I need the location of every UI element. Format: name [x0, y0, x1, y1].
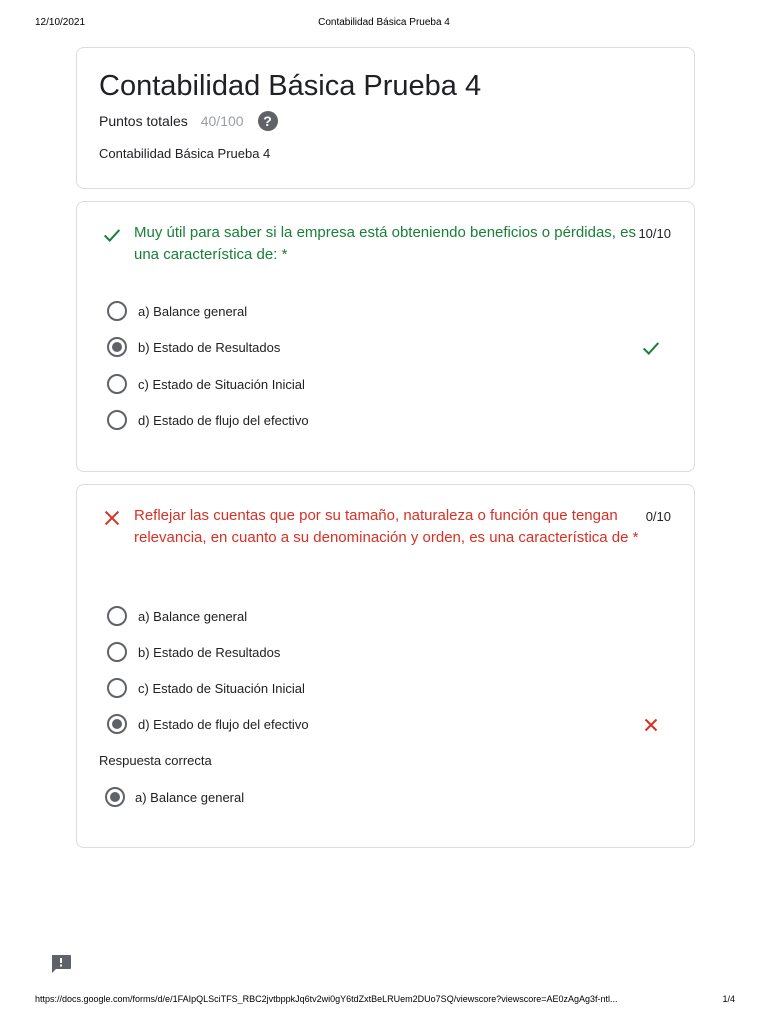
option-label: b) Estado de Resultados — [138, 339, 281, 355]
correct-answer-option — [105, 787, 244, 807]
radio-button[interactable] — [107, 301, 127, 321]
total-points-label: Puntos totales — [99, 113, 188, 129]
help-icon[interactable]: ? — [258, 111, 278, 131]
cross-icon — [101, 507, 123, 529]
radio-button-selected[interactable] — [107, 337, 127, 357]
radio-button[interactable] — [107, 642, 127, 662]
option-label: a) Balance general — [138, 608, 248, 624]
option-label: a) Balance general — [135, 789, 245, 805]
page-number: 1/4 — [722, 994, 735, 1004]
question-text: Muy útil para saber si la empresa está obteniendo beneficios o pérdidas, es una característica de: * — [134, 224, 636, 263]
question-card — [76, 201, 695, 472]
option-label: b) Estado de Resultados — [138, 644, 281, 660]
option-label: c) Estado de Situación Inicial — [138, 376, 305, 392]
answer-option[interactable] — [107, 642, 280, 662]
option-label: a) Balance general — [138, 303, 248, 319]
answer-option[interactable] — [107, 678, 305, 698]
option-label: d) Estado de flujo del efectivo — [138, 716, 309, 732]
option-label: d) Estado de flujo del efectivo — [138, 412, 309, 428]
check-icon — [101, 224, 123, 246]
form-title: Contabilidad Básica Prueba 4 — [99, 70, 482, 102]
correct-answer-heading: Respuesta correcta — [99, 753, 212, 768]
print-footer — [0, 994, 768, 1008]
radio-button[interactable] — [107, 410, 127, 430]
question-score: 10/10 — [638, 226, 671, 241]
answer-option[interactable] — [107, 337, 280, 357]
radio-button-selected[interactable] — [107, 714, 127, 734]
print-url: https://docs.google.com/forms/d/e/1FAIpQLSciTFS_RBC2jvtbppkJq6tv2wi0gY6tdZxtBeLRUem2DUo7SQ/viewscore?viewscore=AE0zAgAg3f-ntl... — [35, 994, 618, 1004]
print-date: 12/10/2021 — [35, 17, 86, 28]
total-points-row — [99, 110, 278, 132]
question-text: Reflejar las cuentas que por su tamaño, naturaleza o función que tengan relevancia, en cuanto a su denominación y orden, es una característica de * — [134, 507, 639, 546]
question-score: 0/10 — [645, 509, 671, 524]
check-icon — [640, 337, 662, 359]
form-description: Contabilidad Básica Prueba 4 — [99, 146, 271, 161]
question-card — [76, 484, 695, 848]
answer-option[interactable] — [107, 410, 309, 430]
total-points-value: 40/100 — [200, 113, 244, 129]
answer-option[interactable] — [107, 374, 305, 394]
radio-button-selected — [105, 787, 125, 807]
print-document-title: Contabilidad Básica Prueba 4 — [318, 17, 450, 28]
answer-option[interactable] — [107, 301, 247, 321]
radio-button[interactable] — [107, 678, 127, 698]
form-header-card — [76, 47, 695, 189]
option-label: c) Estado de Situación Inicial — [138, 680, 305, 696]
cross-icon — [640, 714, 662, 736]
answer-option[interactable] — [107, 714, 309, 734]
radio-button[interactable] — [107, 606, 127, 626]
answer-option[interactable] — [107, 606, 247, 626]
feedback-icon[interactable] — [50, 954, 72, 974]
print-header — [0, 17, 768, 31]
radio-button[interactable] — [107, 374, 127, 394]
